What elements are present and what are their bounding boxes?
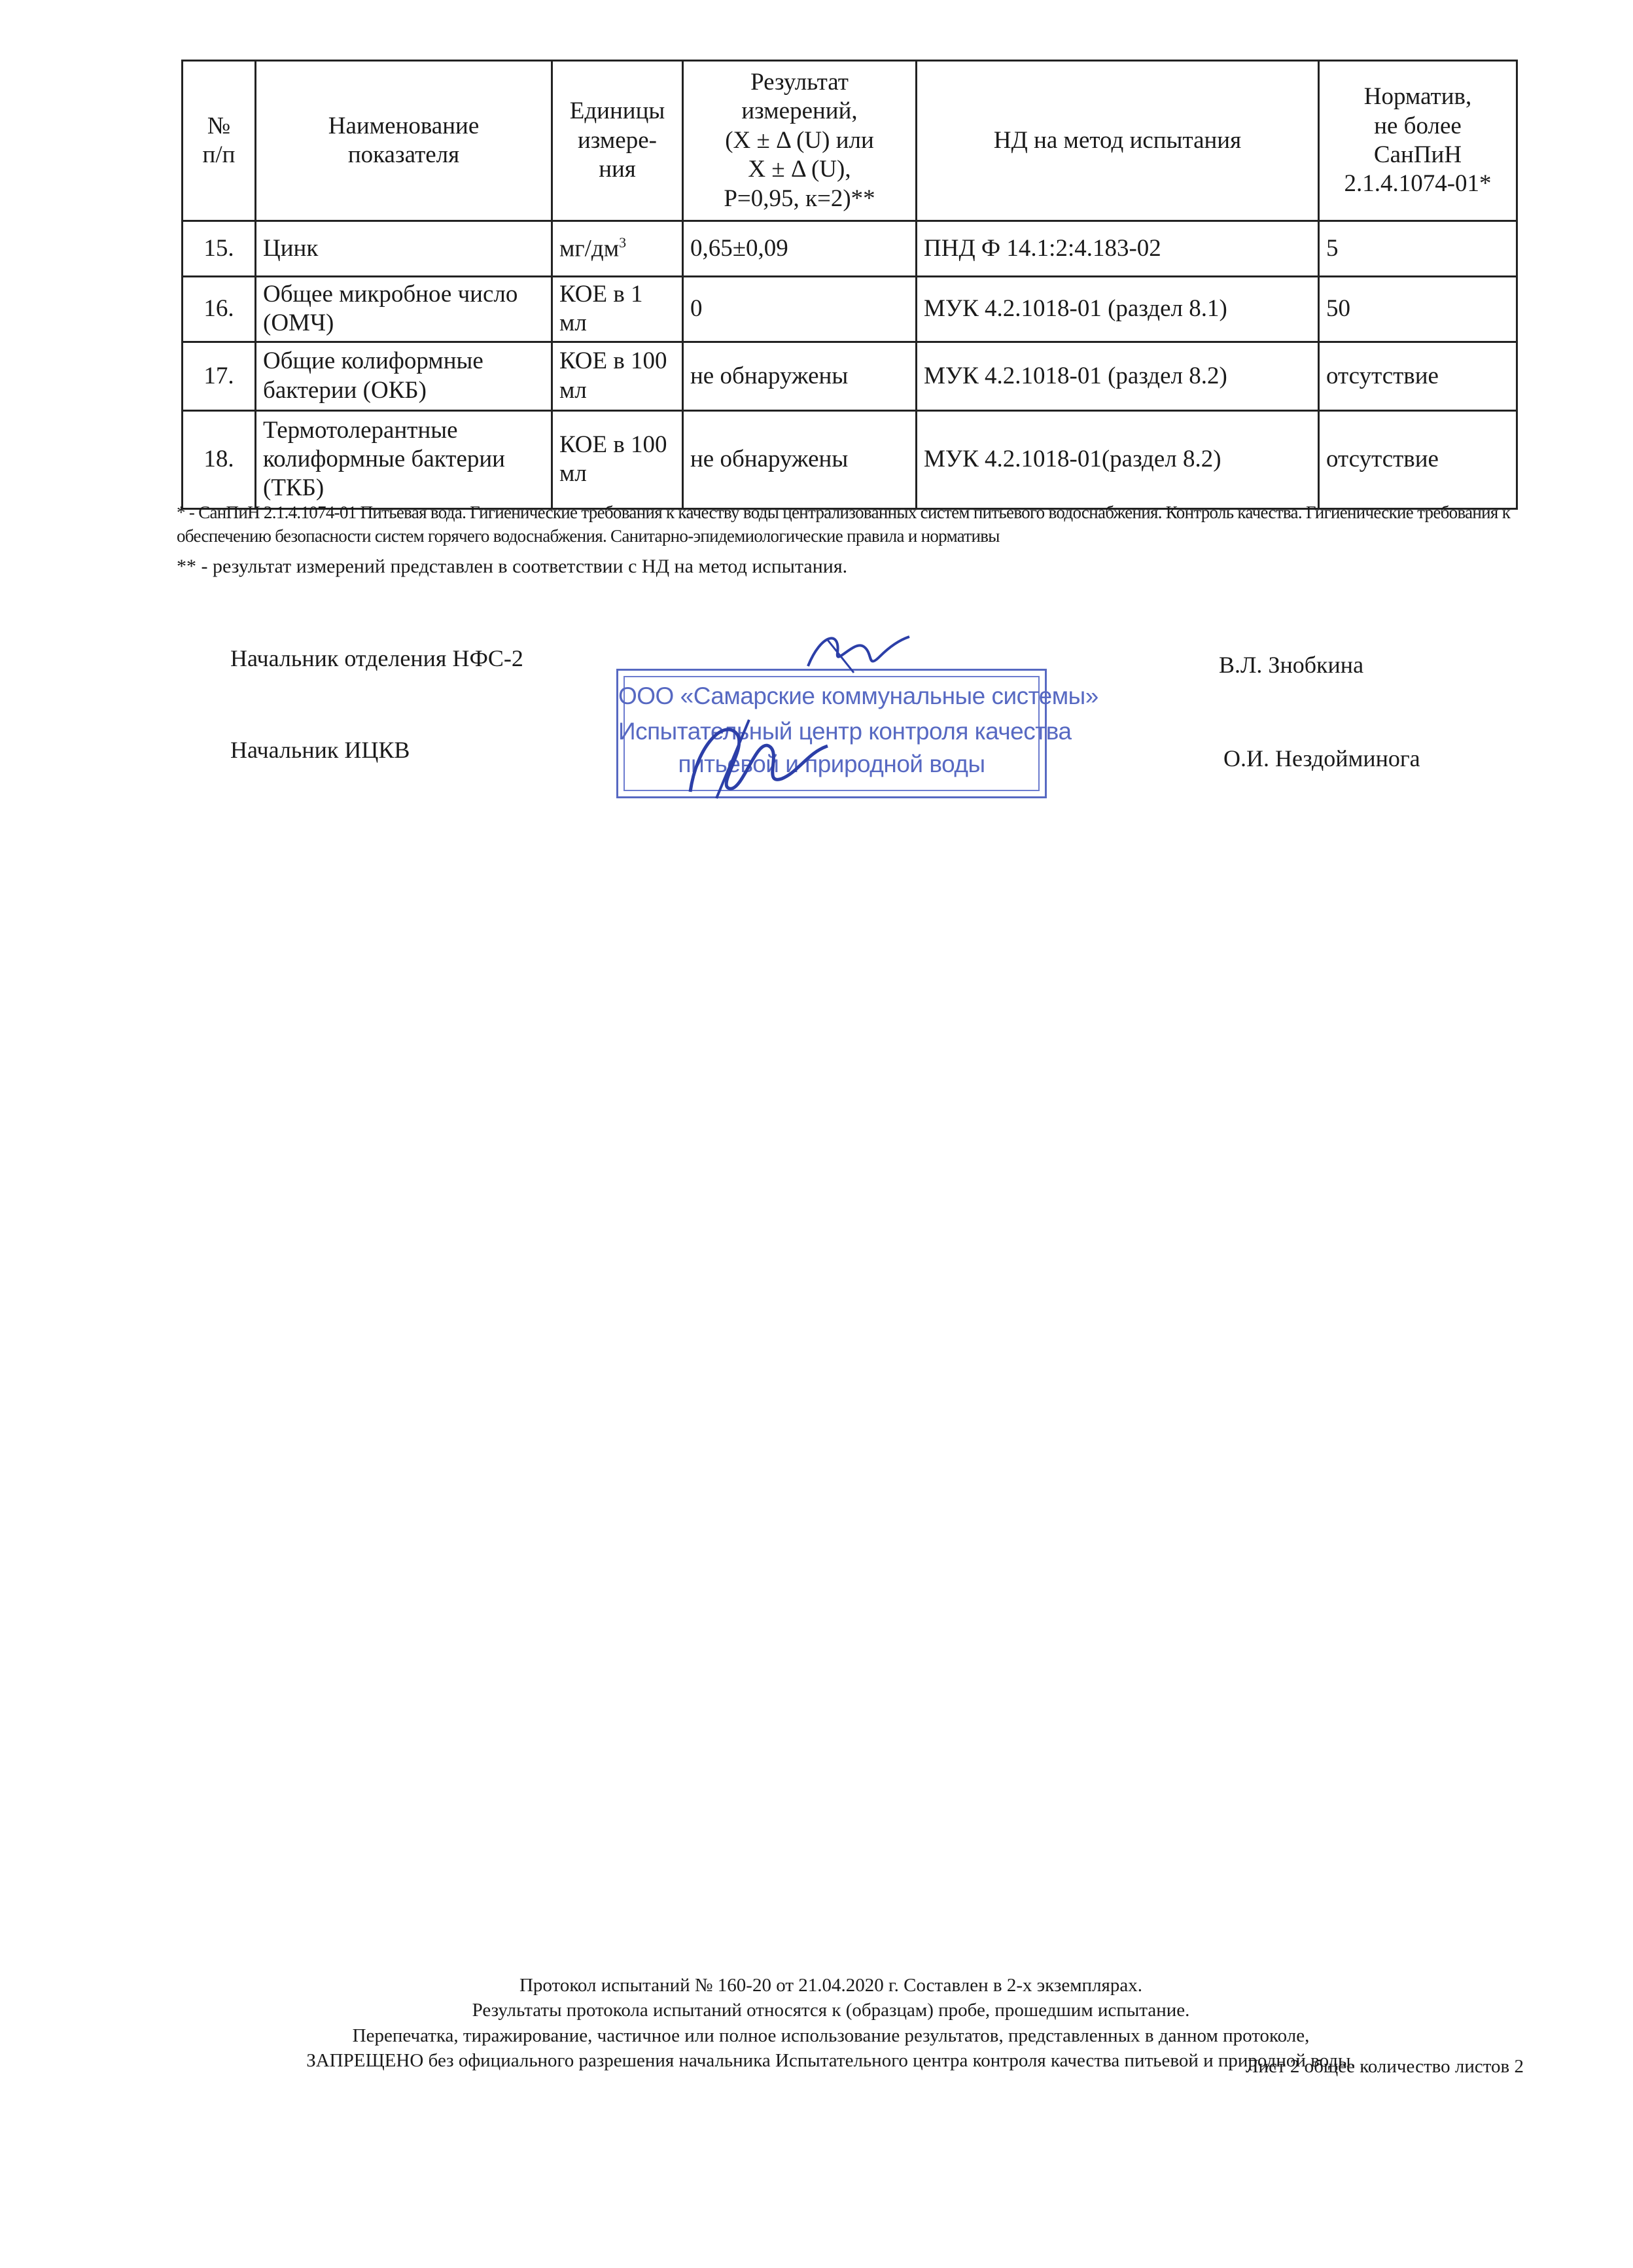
row-norm: отсутствие — [1319, 410, 1517, 508]
header-name: Наименование показателя — [256, 61, 552, 221]
table-row — [183, 410, 1517, 508]
footer-line-protocol: Протокол испытаний № 160-20 от 21.04.2020 г. Составлен в 2-х экземплярах. — [519, 1975, 1143, 1996]
header-result: Результат измерений, (X ± Δ (U) или X ± Δ (U), P=0,95, к=2)** — [683, 61, 917, 221]
row-name: Общее микробное число (ОМЧ) — [256, 277, 552, 342]
table-row — [183, 221, 1517, 277]
signatory-name-1: В.Л. Знобкина — [1219, 652, 1364, 678]
header-units: Единицы измере- ния — [552, 61, 683, 221]
row-result: 0 — [683, 277, 917, 342]
row-unit: КОЕ в 1 мл — [552, 277, 683, 342]
page-number: Лист 2 общее количество листов 2 — [1245, 2056, 1524, 2077]
footer-line-prohibited: ЗАПРЕЩЕНО без официального разрешения начальника Испытательного центра контроля качества питьевой и природной воды. — [306, 2049, 1356, 2071]
row-method: ПНД Ф 14.1:2:4.183-02 — [917, 221, 1319, 277]
row-method: МУК 4.2.1018-01(раздел 8.2) — [917, 410, 1319, 508]
header-num: № п/п — [183, 61, 256, 221]
footnotes — [177, 501, 1518, 580]
row-unit: КОЕ в 100 мл — [552, 342, 683, 410]
footer-line-results: Результаты протокола испытаний относятся к (образцам) пробе, прошедшим испытание. — [472, 2000, 1190, 2021]
table-row — [183, 342, 1517, 410]
signature-2-icon — [677, 707, 834, 805]
row-method: МУК 4.2.1018-01 (раздел 8.2) — [917, 342, 1319, 410]
row-num: 17. — [183, 342, 256, 410]
footnote-sanpin: * - СанПиН 2.1.4.1074-01 Питьевая вода. Гигиенические требования к качеству воды централизованных систем питьевого водоснабжения. Контроль качества. Гигиенические требования к обеспечению безопасности систем горячего водоснабжения. Санитарно-эпидемиологические правила и нормативы — [177, 503, 1511, 546]
signature-1-icon — [801, 627, 913, 679]
stamp-line-water: питьевой и природной воды — [678, 751, 985, 777]
table-header-row — [183, 61, 1517, 221]
signatory-name-2: О.И. Нездойминога — [1223, 745, 1420, 771]
header-norm: Норматив, не более СанПиН 2.1.4.1074-01* — [1319, 61, 1517, 221]
footnote-result: ** - результат измерений представлен в соответствии с НД на метод испытания. — [177, 555, 848, 577]
row-num: 18. — [183, 410, 256, 508]
row-name: Термотолерантные колиформные бактерии (ТКБ) — [256, 410, 552, 508]
row-result: 0,65±0,09 — [683, 221, 917, 277]
row-method: МУК 4.2.1018-01 (раздел 8.1) — [917, 277, 1319, 342]
row-unit: КОЕ в 100 мл — [552, 410, 683, 508]
row-name: Общие колиформные бактерии (ОКБ) — [256, 342, 552, 410]
row-num: 15. — [183, 221, 256, 277]
row-norm: отсутствие — [1319, 342, 1517, 410]
row-result: не обнаружены — [683, 342, 917, 410]
table-row — [183, 277, 1517, 342]
row-result: не обнаружены — [683, 410, 917, 508]
stamp-line-org: ООО «Самарские коммунальные системы» — [618, 682, 1098, 709]
footer-line-reprint: Перепечатка, тиражирование, частичное или полное использование результатов, представленных в данном протоколе, — [352, 2025, 1310, 2046]
signatory-title-2: Начальник ИЦКВ — [230, 737, 410, 763]
row-unit: $мг/дм^3$ — [552, 221, 683, 277]
row-name: Цинк — [256, 221, 552, 277]
signatory-title-1: Начальник отделения НФС-2 — [230, 645, 523, 671]
header-method: НД на метод испытания — [917, 61, 1319, 221]
row-norm: 5 — [1319, 221, 1517, 277]
stamp-line-center: Испытательный центр контроля качества — [618, 718, 1072, 745]
results-table — [181, 60, 1518, 510]
row-num: 16. — [183, 277, 256, 342]
row-norm: 50 — [1319, 277, 1517, 342]
